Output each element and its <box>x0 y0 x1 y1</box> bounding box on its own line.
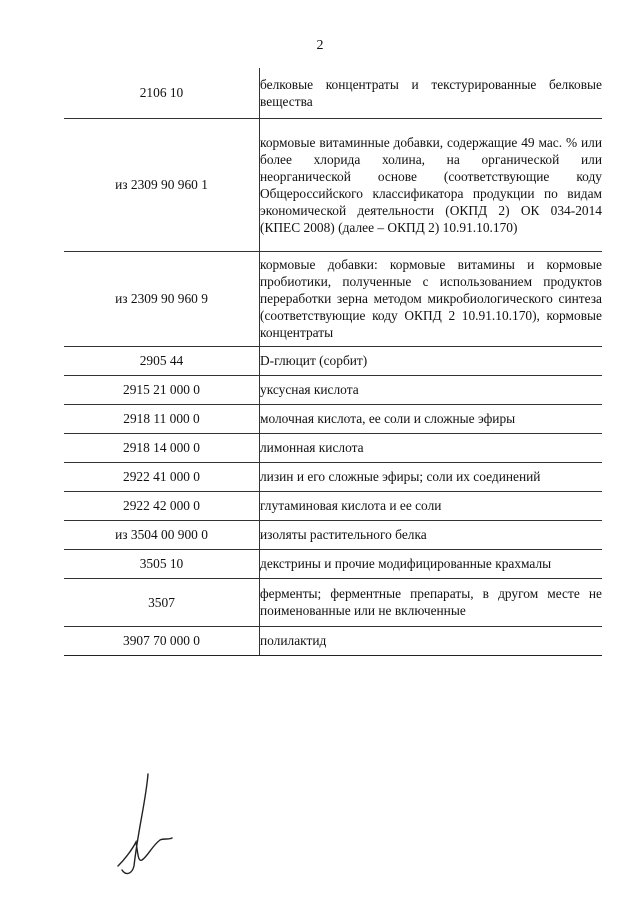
product-description: изоляты растительного белка <box>260 520 603 549</box>
table-row <box>64 520 602 549</box>
tn-ved-code: 2106 10 <box>64 68 260 118</box>
product-description: уксусная кислота <box>260 375 603 404</box>
table-row <box>64 251 602 346</box>
table-row <box>64 404 602 433</box>
product-description: декстрины и прочие модифицированные крахмалы <box>260 549 603 578</box>
table-row <box>64 375 602 404</box>
product-description: кормовые добавки: кормовые витамины и кормовые пробиотики, полученные с использованием продуктов переработки зерна методом микробиологического синтеза (соответствующие коду ОКПД 2 10.91.10.170), кормовые концентраты <box>260 251 603 346</box>
table-row <box>64 118 602 251</box>
product-description: ферменты; ферментные препараты, в другом месте не поименованные или не включенные <box>260 578 603 626</box>
handwritten-signature <box>108 770 178 880</box>
tn-ved-code: 2922 41 000 0 <box>64 462 260 491</box>
product-description: лизин и его сложные эфиры; соли их соединений <box>260 462 603 491</box>
table-row <box>64 462 602 491</box>
tn-ved-code: из 2309 90 960 1 <box>64 118 260 251</box>
tn-ved-code: 2915 21 000 0 <box>64 375 260 404</box>
page-number: 2 <box>316 38 324 53</box>
tn-ved-code: 2905 44 <box>64 346 260 375</box>
tn-ved-code: из 2309 90 960 9 <box>64 251 260 346</box>
table-row <box>64 626 602 655</box>
goods-table <box>64 68 602 656</box>
table-row <box>64 346 602 375</box>
product-description: глутаминовая кислота и ее соли <box>260 491 603 520</box>
product-description: белковые концентраты и текстурированные белковые вещества <box>260 68 603 118</box>
product-description: молочная кислота, ее соли и сложные эфиры <box>260 404 603 433</box>
table-row <box>64 491 602 520</box>
tn-ved-code: 2922 42 000 0 <box>64 491 260 520</box>
tn-ved-code: 2918 11 000 0 <box>64 404 260 433</box>
table-row <box>64 578 602 626</box>
tn-ved-code: 3505 10 <box>64 549 260 578</box>
tn-ved-code: из 3504 00 900 0 <box>64 520 260 549</box>
tn-ved-code: 3907 70 000 0 <box>64 626 260 655</box>
product-description: полилактид <box>260 626 603 655</box>
table-row <box>64 68 602 118</box>
product-description: лимонная кислота <box>260 433 603 462</box>
tn-ved-code: 2918 14 000 0 <box>64 433 260 462</box>
product-description: D-глюцит (сорбит) <box>260 346 603 375</box>
table-row <box>64 549 602 578</box>
product-description: кормовые витаминные добавки, содержащие 49 мас. % или более хлорида холина, на органической или неорганической основе (соответствующие коду Общероссийского классификатора продукции по видам экономической деятельности (ОКПД 2) ОК 034-2014 (КПЕС 2008) (далее – ОКПД 2) 10.91.10.170) <box>260 118 603 251</box>
table-row <box>64 433 602 462</box>
tn-ved-code: 3507 <box>64 578 260 626</box>
